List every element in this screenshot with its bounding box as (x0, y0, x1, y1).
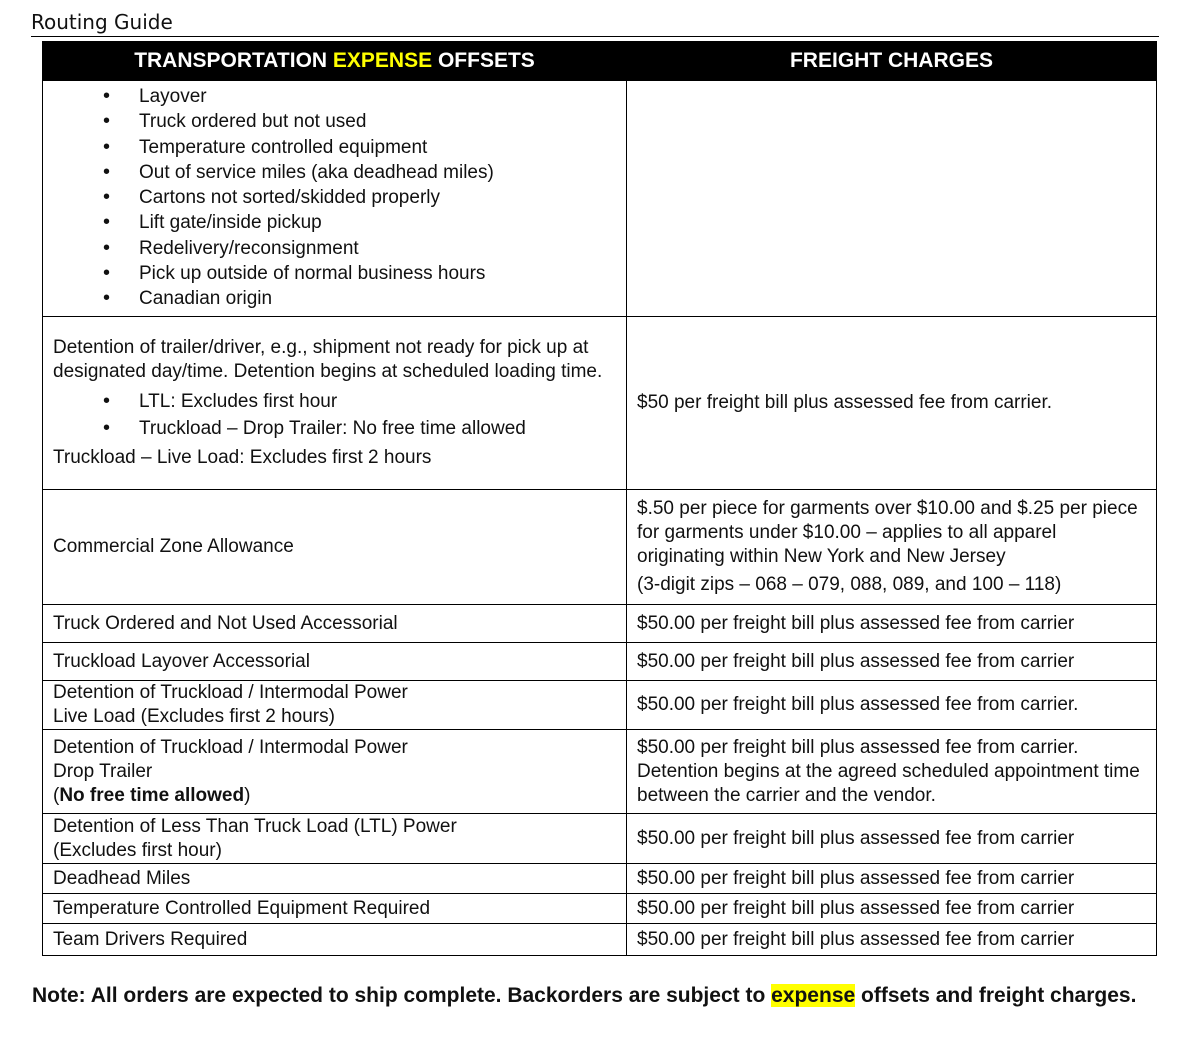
routing-guide-header (31, 10, 1159, 37)
expense-highlight-note: expense (771, 984, 856, 1007)
detention-bullet-list (53, 388, 616, 442)
charge-cell: $50.00 per freight bill plus assessed fee from carrier (627, 924, 1157, 956)
table-row (43, 924, 1157, 956)
row-label: Team Drivers Required (43, 924, 627, 956)
offsets-column-header: TRANSPORTATION EXPENSE OFFSETS (43, 42, 627, 81)
charge-cell: $.50 per piece for garments over $10.00 and $.25 per piece for garments under $10.00 – applies to all apparel originating within New York and New Jersey (3-digit zips – 068 – 079, 088, 089, and 100 – 118) (627, 490, 1157, 605)
detention-tail: Truckload – Live Load: Excludes first 2 hours (53, 447, 432, 468)
list-item: • Truck ordered but not used (139, 109, 616, 134)
charge-cell: $50.00 per freight bill plus assessed fee from carrier (627, 605, 1157, 643)
list-item: • Temperature controlled equipment (139, 135, 616, 160)
charge-cell: $50.00 per freight bill plus assessed fee from carrier (627, 894, 1157, 924)
expense-highlight: EXPENSE (332, 49, 433, 72)
offsets-table (42, 41, 1157, 956)
list-item: • Cartons not sorted/skidded properly (139, 185, 616, 210)
row-label: Detention of Truckload / Intermodal Power Live Load (Excludes first 2 hours) (43, 681, 627, 730)
charge-cell: $50.00 per freight bill plus assessed fee from carrier. (627, 681, 1157, 730)
list-item: • Pick up outside of normal business hours (139, 261, 616, 286)
detention-cell (43, 317, 627, 490)
row-label: Truckload Layover Accessorial (43, 643, 627, 681)
offset-bullet-list (53, 84, 616, 312)
page-title: Routing Guide (31, 10, 173, 34)
table-row (43, 730, 1157, 814)
row-label: Detention of Truckload / Intermodal Power Drop Trailer (No free time allowed) (43, 730, 627, 814)
charge-cell: $50.00 per freight bill plus assessed fee from carrier (627, 864, 1157, 894)
row-label: Truck Ordered and Not Used Accessorial (43, 605, 627, 643)
empty-charge-cell (627, 81, 1157, 317)
table-row (43, 605, 1157, 643)
table-row (43, 317, 1157, 490)
list-item: • Truckload – Drop Trailer: No free time allowed (139, 415, 616, 442)
offset-list-cell (43, 81, 627, 317)
table-row (43, 81, 1157, 317)
freight-charges-column-header: FREIGHT CHARGES (627, 42, 1157, 81)
list-item: • Canadian origin (139, 286, 616, 311)
table-row (43, 864, 1157, 894)
backorder-note: Note: All orders are expected to ship complete. Backorders are subject to expense offsets and freight charges. (32, 984, 1137, 1007)
table-header-row (43, 42, 1157, 81)
table-row (43, 894, 1157, 924)
table-row (43, 490, 1157, 605)
table-row (43, 681, 1157, 730)
charge-cell: $50 per freight bill plus assessed fee from carrier. (627, 317, 1157, 490)
row-label: Temperature Controlled Equipment Required (43, 894, 627, 924)
list-item: • LTL: Excludes first hour (139, 388, 616, 415)
row-label: Deadhead Miles (43, 864, 627, 894)
zip-ranges: (3-digit zips – 068 – 079, 088, 089, and 100 – 118) (637, 574, 1062, 595)
detention-intro: Detention of trailer/driver, e.g., shipment not ready for pick up at designated day/time. Detention begins at scheduled loading time. (53, 337, 603, 382)
charge-cell: $50.00 per freight bill plus assessed fee from carrier (627, 643, 1157, 681)
charge-cell: $50.00 per freight bill plus assessed fee from carrier (627, 814, 1157, 864)
table-row (43, 814, 1157, 864)
list-item: • Layover (139, 84, 616, 109)
list-item: • Redelivery/reconsignment (139, 236, 616, 261)
row-label: Detention of Less Than Truck Load (LTL) Power (Excludes first hour) (43, 814, 627, 864)
charge-cell: $50.00 per freight bill plus assessed fee from carrier. Detention begins at the agreed scheduled appointment time between the carrier and the vendor. (627, 730, 1157, 814)
table-row (43, 643, 1157, 681)
no-free-time-bold: No free time allowed (59, 784, 245, 806)
commercial-zone-label: Commercial Zone Allowance (43, 490, 627, 605)
list-item: • Out of service miles (aka deadhead miles) (139, 160, 616, 185)
list-item: • Lift gate/inside pickup (139, 210, 616, 235)
